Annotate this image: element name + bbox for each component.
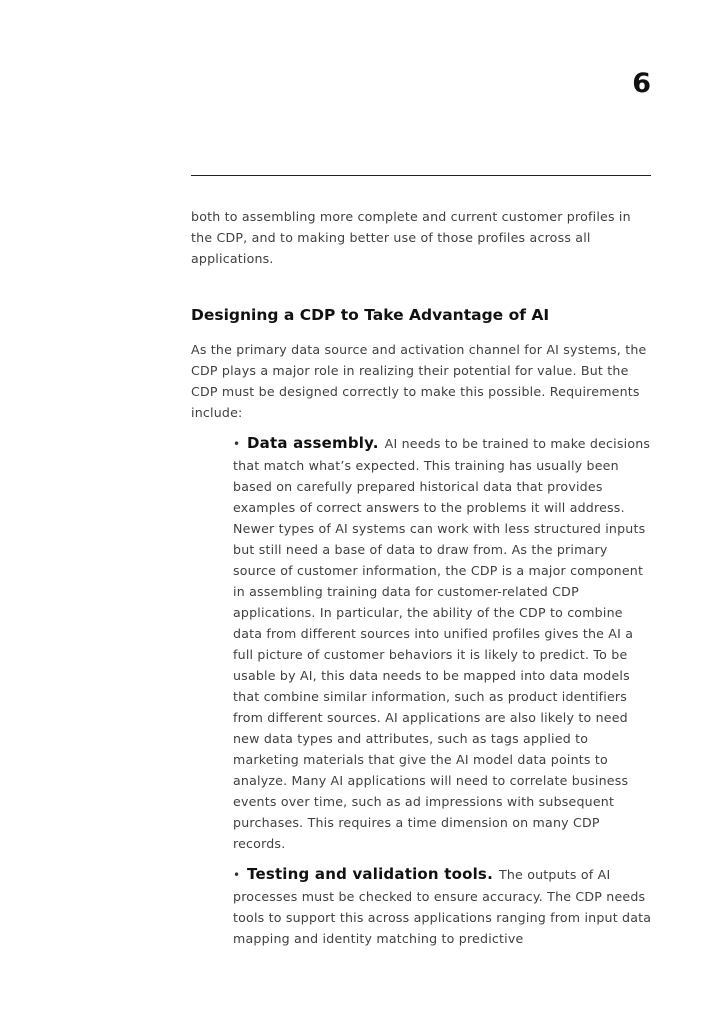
bullet-title: Data assembly.	[247, 434, 379, 452]
bullet-body: The outputs of AI processes must be checked to ensure accuracy. The CDP needs tools to support this across applications ranging from input data mapping and identity matching to predictive	[233, 867, 652, 946]
bullet-body: AI needs to be trained to make decisions that match what’s expected. This training has usually been based on carefully prepared historical data that provides examples of correct answers to the problems it will address. Newer types of AI systems can work with less structured inputs but still need a base of data to draw from. As the primary source of customer information, the CDP is a major component in assembling training data for customer-related CDP applications. In particular, the ability of the CDP to combine data from different sources into unified profiles gives the AI a full picture of customer behaviors it is likely to predict. To be usable by AI, this data needs to be mapped into data models that combine similar information, such as product identifiers from different sources. AI applications are also likely to need new data types and attributes, such as tags applied to marketing materials that give the AI model data points to analyze. Many AI applications will need to correlate business events over time, such as ad impressions with subsequent purchases. This requires a time dimension on many CDP records.	[233, 436, 651, 851]
section-lead-paragraph: As the primary data source and activation channel for AI systems, the CDP plays a major role in realizing their potential for value. But the CDP must be designed correctly to make this possible. Requirements include:	[191, 342, 647, 420]
list-item-data-assembly	[233, 433, 653, 854]
intro-paragraph: both to assembling more complete and current customer profiles in the CDP, and to making better use of those profiles across all applications.	[191, 209, 631, 266]
section-heading: Designing a CDP to Take Advantage of AI	[191, 306, 550, 324]
bullet-icon: •	[233, 868, 241, 882]
bullet-title: Testing and validation tools.	[247, 865, 493, 883]
list-item-testing-validation	[233, 864, 653, 949]
header-divider	[191, 175, 651, 176]
document-body	[191, 206, 653, 959]
requirements-list	[191, 433, 653, 949]
page-number: 6	[632, 68, 651, 99]
bullet-icon: •	[233, 437, 241, 451]
